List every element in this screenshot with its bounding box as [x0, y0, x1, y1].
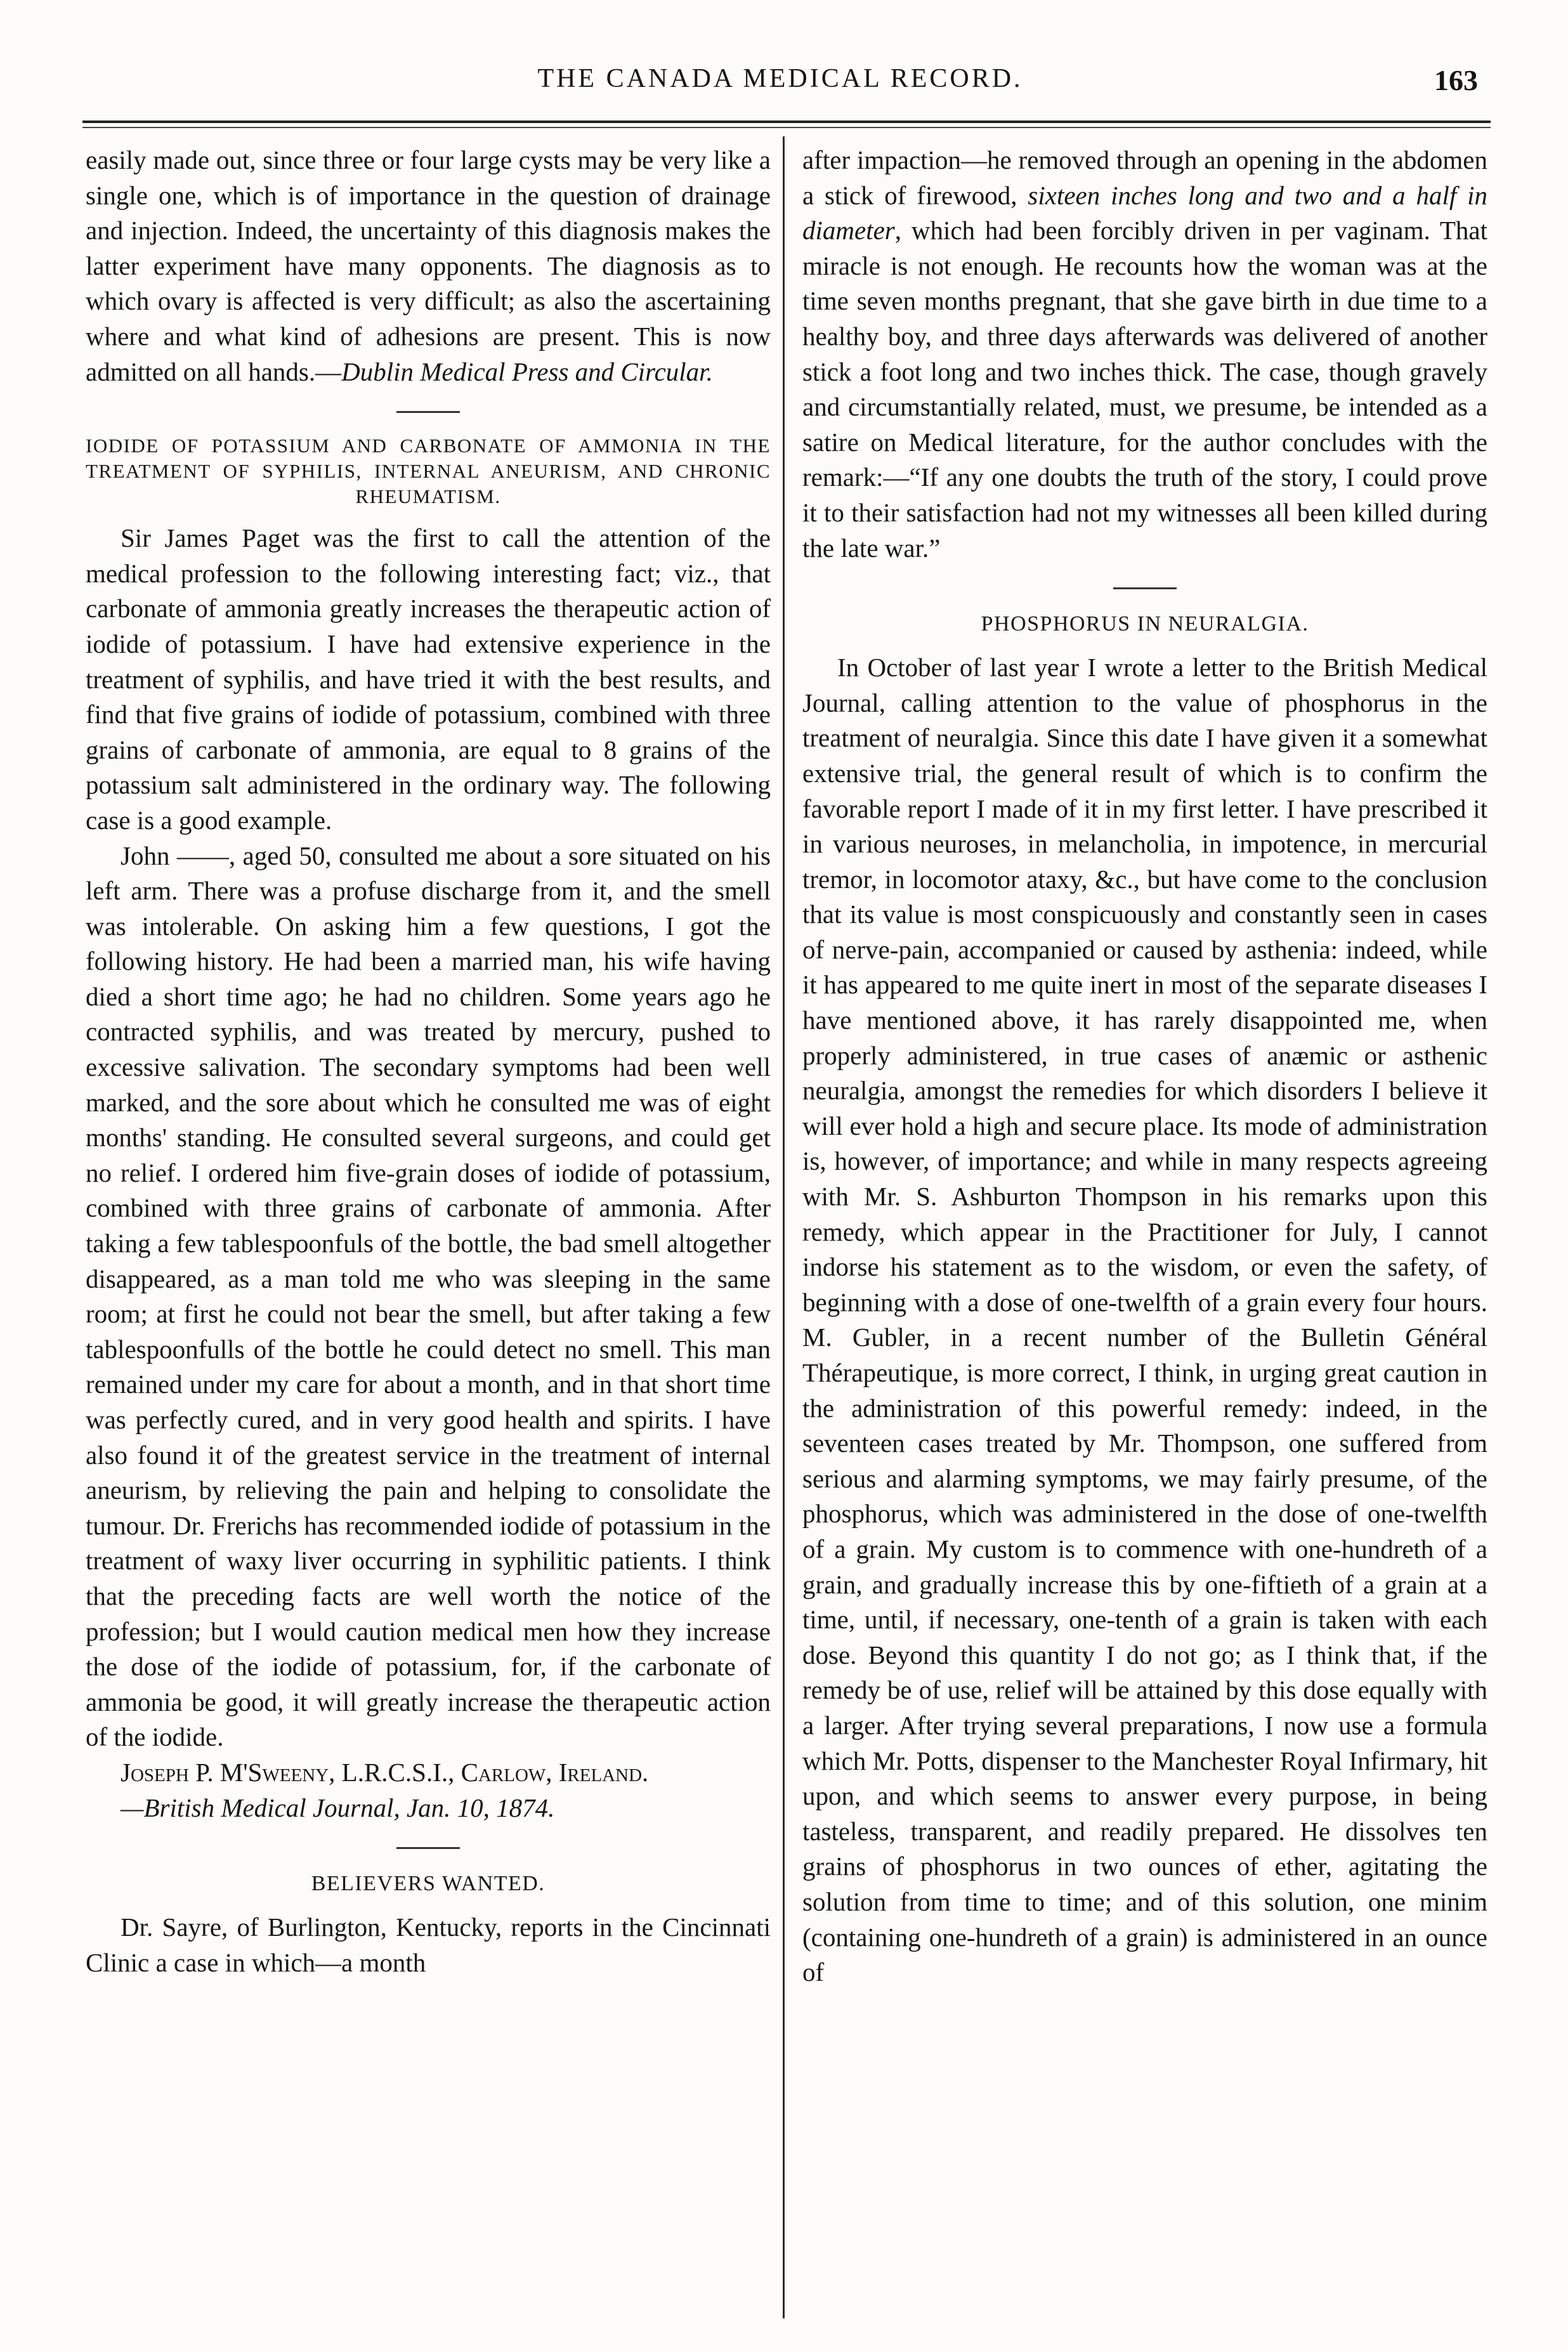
- iodide-paragraph-2: John ——, aged 50, consulted me about a sore situated on his left arm. There was a profuse discharge from it, and the smell was intolerable. On asking him a few questions, I got the following history. He had been a married man, his wife having died a short time ago; he had no children. Some years ago he contracted syphilis, and was treated by mercury, pushed to excessive salivation. The secondary symptoms had been well marked, and the sore about which he consulted me was of eight months' standing. He consulted several surgeons, and could get no relief. I ordered him five-grain doses of iodide of potassium, combined with three grains of carbonate of ammonia. After taking a few tablespoonfuls of the bottle, the bad smell altogether disappeared, as a man told me who was sleeping in the same room; at first he could not bear the smell, but after taking a few tablespoonfulls of the bottle he could detect no smell. This man remained under my care for about a month, and in that short time was perfectly cured, and in very good health and spirits. I have also found it of the greatest service in the treatment of internal aneurism, by relieving the pain and helping to consolidate the tumour. Dr. Frerichs has recommended iodide of potassium in the treatment of waxy liver occurring in syphilitic patients. I think that the preceding facts are well worth the notice of the profession; but I would caution medical men how they increase the dose of the iodide of potassium, for, if the carbonate of ammonia be good, it will greatly increase the therapeutic action of the iodide.: [86, 840, 771, 1752]
- article-heading-iodide: IODIDE OF POTASSIUM AND CARBONATE OF AMMONIA IN THE TREATMENT OF SYPHILIS, INTERNAL ANEURISM, AND CHRONIC RHEUMATISM.: [86, 434, 771, 508]
- believers-continuation: [802, 143, 1487, 566]
- author-name: Joseph P. M'Sweeny, L.R.C.S.I., Carlow, Ireland.: [121, 1757, 649, 1787]
- right-column: [802, 143, 1487, 1990]
- section-separator: [396, 1847, 460, 1849]
- iodide-paragraph-1: Sir James Paget was the first to call the attention of the medical profession to the following interesting fact; viz., that carbonate of ammonia greatly increases the therapeutic action of iodide of potassium. I have had extensive experience in the treatment of syphilis, and have tried it with the best results, and find that five grains of iodide of potassium, combined with three grains of carbonate of ammonia, are equal to 8 grains of the potassium salt administered in the ordinary way. The following case is a good example.: [86, 523, 771, 835]
- continuation-source: Dublin Medical Press and Circular.: [341, 356, 713, 386]
- article-continuation: [86, 143, 771, 389]
- continuation-part-2: , which had been forcibly driven in per vaginam. That miracle is not enough. He recounts how the woman was at the time seven months pregnant, that she gave birth in due time to a healthy boy, and three days afterwards was delivered of another stick a foot long and two inches thick. The case, though gravely and circumstantially related, must, we presume, be intended as a satire on Medical literature, for the author concludes with the remark:—“If any one doubts the truth of the story, I could prove it to their satisfaction had not my witnesses all been killed during the late war.”: [802, 216, 1487, 563]
- source-citation: —British Medical Journal, Jan. 10, 1874.: [121, 1793, 555, 1822]
- column-divider: [783, 136, 785, 2318]
- signature-author: [86, 1755, 771, 1791]
- section-separator: [396, 411, 460, 413]
- header-rule: [82, 121, 1491, 123]
- phosphorus-paragraph: In October of last year I wrote a letter to the British Medical Journal, calling attention to the value of phosphorus in the treatment of neuralgia. Since this date I have given it a somewhat extensive trial, the general result of which is to confirm the favorable report I made of it in my first letter. I have prescribed it in various neuroses, in melancholia, in impotence, in mercurial tremor, in locomotor ataxy, &c., but have come to the conclusion that its value is most conspicuously and constantly seen in cases of nerve-pain, accompanied or caused by asthenia: indeed, while it has appeared to me quite inert in most of the separate diseases I have mentioned above, it has rarely disappointed me, when properly administered, in true cases of anæmic or asthenic neuralgia, amongst the remedies for which disorders I believe it will ever hold a high and secure place. Its mode of administration is, however, of importance; and while in many respects agreeing with Mr. S. Ashburton Thompson in his remarks upon this remedy, which appear in the Practitioner for July, I cannot indorse his statement as to the wisdom, or even the safety, of beginning with a dose of one-twelfth of a grain every four hours. M. Gubler, in a recent number of the Bulletin Général Thérapeutique, is more correct, I think, in urging great caution in the administration of this powerful remedy: indeed, in the seventeen cases treated by Mr. Thompson, one suffered from serious and alarming symptoms, we may fairly presume, of the phosphorus, which was administered in the dose of one-twelfth of a grain. My custom is to commence with one-hundreth of a grain, and gradually increase this by one-fiftieth of a grain at a time, until, if necessary, one-tenth of a grain is taken with each dose. Beyond this quantity I do not go; as I think that, if the remedy be of use, relief will be attained by this dose equally with a larger. After trying several preparations, I now use a formula which Mr. Potts, dispenser to the Manchester Royal Infirmary, hit upon, and which seems to answer every purpose, in being tasteless, transparent, and readily prepared. He dissolves ten grains of phosphorus in two ounces of ether, agitating the solution from time to time; and of this solution, one minim (containing one-hundreth of a grain) is administered in an ounce of: [802, 653, 1487, 1987]
- journal-title: THE CANADA MEDICAL RECORD.: [537, 64, 1023, 93]
- page-number: 163: [1434, 64, 1478, 96]
- signature-source: [86, 1791, 771, 1826]
- article-heading-phosphorus: PHOSPHORUS IN NEURALGIA.: [981, 612, 1309, 636]
- continuation-part-1: after impaction—he removed through an opening in the abdomen a stick of firewood,: [802, 145, 1487, 210]
- header-rule-thin: [82, 127, 1491, 128]
- section-separator: [1113, 587, 1177, 589]
- article-heading-believers: BELIEVERS WANTED.: [311, 1872, 546, 1896]
- continuation-text: easily made out, since three or four large cysts may be very like a single one, which is of importance in the question of drainage and injection. Indeed, the uncertainty of this diagnosis makes the latter experiment have many opponents. The diagnosis as to which ovary is affected is very difficult; as also the ascertaining where and what kind of adhesions are present. This is now admitted on all hands.—: [86, 145, 771, 386]
- continuation-emphasis: sixteen inches long and two and a half in diameter: [802, 180, 1487, 245]
- running-header: [82, 63, 1478, 101]
- left-column: [86, 143, 771, 1980]
- believers-paragraph: Dr. Sayre, of Burlington, Kentucky, reports in the Cincinnati Clinic a case in which—a month: [86, 1912, 771, 1977]
